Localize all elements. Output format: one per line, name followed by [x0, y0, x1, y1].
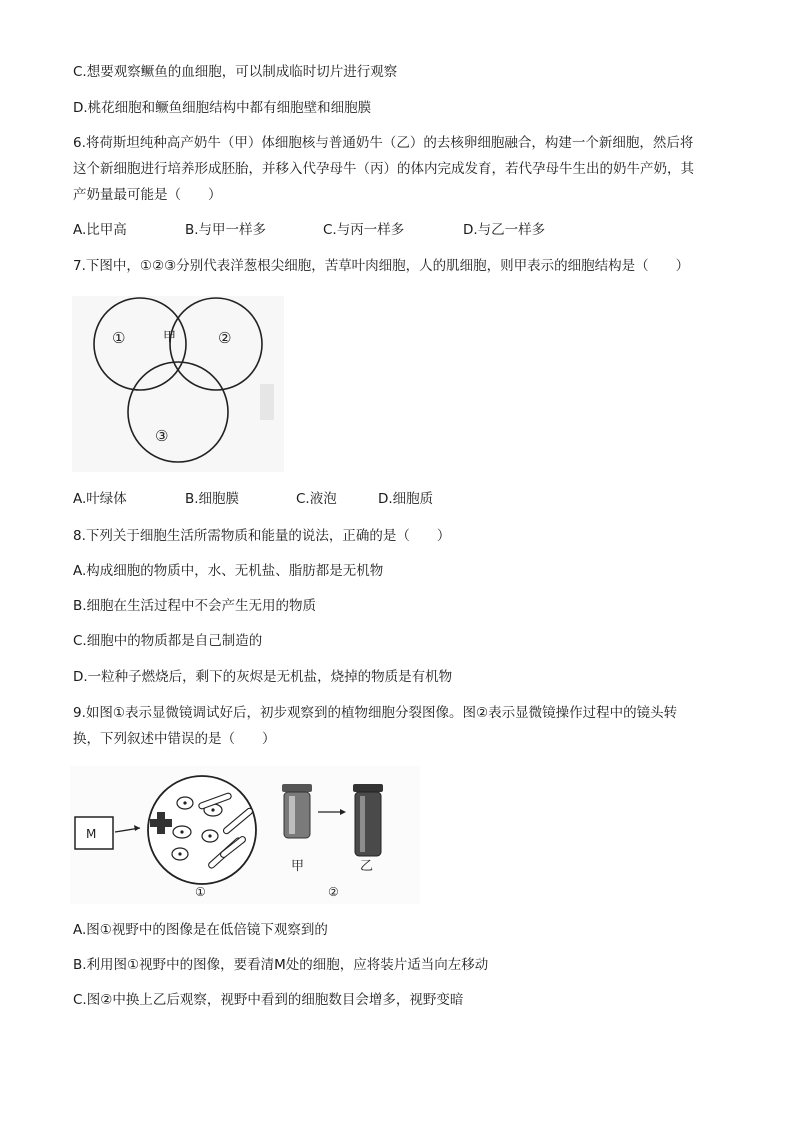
- q8-option-c: C.细胞中的物质都是自己制造的: [73, 633, 263, 649]
- q6-option-b: B.与甲一样多: [185, 222, 267, 238]
- microscope-figure: [70, 766, 420, 904]
- q8-option-a: A.构成细胞的物质中，水、无机盐、脂肪都是无机物: [73, 563, 384, 579]
- q8-option-d: D.一粒种子燃烧后，剩下的灰烬是无机盐，烧掉的物质是有机物: [73, 669, 453, 685]
- lens-b-body: [355, 792, 381, 856]
- m-box-label: M: [86, 827, 97, 841]
- lens-a-label: 甲: [291, 859, 305, 874]
- lens-a-ring: [282, 784, 312, 792]
- q7-stem: 7.下图中，①②③分别代表洋葱根尖细胞，苦草叶肉细胞，人的肌细胞，则甲表示的细胞结构是（ ）: [73, 258, 690, 274]
- q9-stem-line2: 换，下列叙述中错误的是（ ）: [73, 731, 276, 747]
- q6-stem-line2: 这个新细胞进行培养形成胚胎，并移入代孕母牛（丙）的体内完成发育，若代孕母牛生出的奶牛产奶，其: [73, 161, 694, 177]
- q9-option-a: A.图①视野中的图像是在低倍镜下观察到的: [73, 922, 328, 938]
- lens-b-highlight: [360, 796, 365, 852]
- q6-option-a: A.比甲高: [73, 222, 127, 238]
- cell-nucleus: [183, 801, 186, 804]
- q6-option-c: C.与丙一样多: [323, 222, 405, 238]
- fig1-label: ①: [195, 885, 206, 899]
- q5-option-d: D.桃花细胞和鳜鱼细胞结构中都有细胞壁和细胞膜: [73, 100, 372, 116]
- q6-stem-line3: 产奶量最可能是（ ）: [73, 187, 222, 203]
- q7-option-a: A.叶绿体: [73, 491, 127, 507]
- venn-label-2: ②: [218, 329, 232, 347]
- cell-nucleus: [180, 830, 183, 833]
- venn-label-center: 甲: [163, 330, 177, 345]
- q7-option-b: B.细胞膜: [185, 491, 240, 507]
- lens-b-ring: [353, 784, 383, 792]
- q6-option-d: D.与乙一样多: [463, 222, 546, 238]
- venn-label-3: ③: [155, 427, 169, 445]
- q7-option-c: C.液泡: [296, 491, 337, 507]
- lens-a-highlight: [289, 796, 295, 834]
- q8-option-b: B.细胞在生活过程中不会产生无用的物质: [73, 598, 317, 614]
- q6-stem-line1: 6.将荷斯坦纯种高产奶牛（甲）体细胞核与普通奶牛（乙）的去核卵细胞融合，构建一个新细胞，然后将: [73, 135, 694, 151]
- q8-stem: 8.下列关于细胞生活所需物质和能量的说法，正确的是（ ）: [73, 528, 451, 544]
- q5-option-c: C.想要观察鳜鱼的血细胞，可以制成临时切片进行观察: [73, 64, 398, 80]
- q9-option-b: B.利用图①视野中的图像，要看清M处的细胞，应将装片适当向左移动: [73, 957, 489, 973]
- lens-b-label: 乙: [360, 859, 374, 874]
- q9-option-c: C.图②中换上乙后观察，视野中看到的细胞数目会增多，视野变暗: [73, 992, 464, 1008]
- venn-diagram: [72, 296, 284, 472]
- cell-m-bar-v: [157, 812, 165, 834]
- q7-option-d: D.细胞质: [378, 491, 434, 507]
- cell-nucleus: [211, 808, 214, 811]
- venn-label-1: ①: [112, 329, 126, 347]
- q9-stem-line1: 9.如图①表示显微镜调试好后，初步观察到的植物细胞分裂图像。图②表示显微镜操作过程中的镜头转: [73, 705, 678, 721]
- fig2-label: ②: [328, 885, 339, 899]
- lens-a-body: [284, 792, 310, 838]
- cell-nucleus: [178, 852, 181, 855]
- cell-nucleus: [208, 834, 211, 837]
